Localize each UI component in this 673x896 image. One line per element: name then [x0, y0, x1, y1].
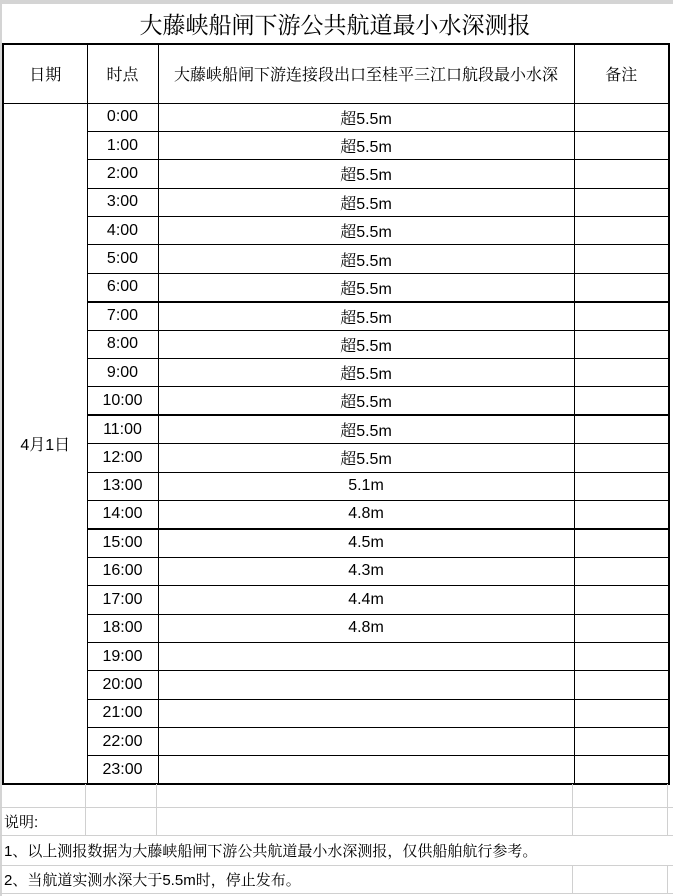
remark-cell — [574, 245, 669, 273]
time-cell: 11:00 — [87, 415, 158, 443]
col-header-date: 日期 — [3, 44, 87, 103]
remark-cell — [574, 529, 669, 557]
remark-cell — [574, 500, 669, 528]
col-header-depth: 大藤峡船闸下游连接段出口至桂平三江口航段最小水深 — [158, 44, 574, 103]
time-cell: 8:00 — [87, 330, 158, 358]
depth-cell: 4.4m — [158, 586, 574, 614]
notes-label-row — [0, 808, 673, 836]
table-row — [3, 217, 669, 245]
remark-cell — [574, 160, 669, 188]
remark-cell — [574, 302, 669, 330]
table-row — [3, 642, 669, 670]
grid-cell — [157, 808, 573, 835]
remark-cell — [574, 387, 669, 415]
table-row — [3, 188, 669, 216]
time-cell: 21:00 — [87, 699, 158, 727]
table-row — [3, 160, 669, 188]
remark-cell — [574, 586, 669, 614]
depth-cell: 超5.5m — [158, 245, 574, 273]
depth-cell: 超5.5m — [158, 188, 574, 216]
grid-cell — [0, 784, 86, 807]
depth-cell — [158, 728, 574, 756]
table-row — [3, 330, 669, 358]
date-cell: 4月1日 — [3, 103, 87, 784]
depth-cell: 超5.5m — [158, 359, 574, 387]
time-cell: 17:00 — [87, 586, 158, 614]
report-title: 大藤峡船闸下游公共航道最小水深测报 — [139, 12, 531, 38]
header-row — [3, 44, 669, 103]
col-header-time: 时点 — [87, 44, 158, 103]
remark-cell — [574, 756, 669, 784]
depth-cell: 超5.5m — [158, 103, 574, 131]
table-row — [3, 415, 669, 443]
table-row — [3, 302, 669, 330]
remark-cell — [574, 131, 669, 159]
time-cell: 16:00 — [87, 557, 158, 585]
table-row — [3, 444, 669, 472]
note-1: 1、以上测报数据为大藤峡船闸下游公共航道最小水深测报，仅供船舶航行参考。 — [0, 836, 673, 866]
remark-cell — [574, 359, 669, 387]
remark-cell — [574, 444, 669, 472]
depth-cell: 4.3m — [158, 557, 574, 585]
grid-cell — [573, 784, 668, 807]
depth-cell: 超5.5m — [158, 387, 574, 415]
time-cell: 5:00 — [87, 245, 158, 273]
remark-cell — [574, 671, 669, 699]
grid-cell — [573, 808, 668, 835]
remark-cell — [574, 217, 669, 245]
time-cell: 2:00 — [87, 160, 158, 188]
depth-cell: 4.5m — [158, 529, 574, 557]
remark-cell — [574, 415, 669, 443]
depth-cell: 4.8m — [158, 500, 574, 528]
table-row — [3, 557, 669, 585]
remark-cell — [574, 699, 669, 727]
time-cell: 18:00 — [87, 614, 158, 642]
remark-cell — [574, 614, 669, 642]
time-cell: 1:00 — [87, 131, 158, 159]
time-cell: 0:00 — [87, 103, 158, 131]
depth-cell: 超5.5m — [158, 330, 574, 358]
table-row — [3, 699, 669, 727]
time-cell: 23:00 — [87, 756, 158, 784]
time-cell: 9:00 — [87, 359, 158, 387]
notes-section — [0, 784, 673, 894]
time-cell: 19:00 — [87, 642, 158, 670]
depth-cell: 超5.5m — [158, 302, 574, 330]
depth-cell: 超5.5m — [158, 444, 574, 472]
depth-cell — [158, 699, 574, 727]
table-row — [3, 529, 669, 557]
table-row — [3, 273, 669, 301]
notes-label: 说明: — [0, 808, 86, 835]
time-cell: 12:00 — [87, 444, 158, 472]
time-cell: 14:00 — [87, 500, 158, 528]
grid-cell — [86, 808, 157, 835]
depth-cell: 超5.5m — [158, 217, 574, 245]
grid-cell — [86, 784, 157, 807]
note-2-row — [0, 866, 673, 894]
time-cell: 13:00 — [87, 472, 158, 500]
remark-cell — [574, 330, 669, 358]
depth-cell: 超5.5m — [158, 273, 574, 301]
remark-cell — [574, 642, 669, 670]
table-row — [3, 103, 669, 131]
remark-cell — [574, 472, 669, 500]
time-cell: 4:00 — [87, 217, 158, 245]
remark-cell — [574, 188, 669, 216]
time-cell: 15:00 — [87, 529, 158, 557]
depth-cell — [158, 642, 574, 670]
table-row — [3, 472, 669, 500]
time-cell: 7:00 — [87, 302, 158, 330]
depth-cell — [158, 671, 574, 699]
remark-cell — [574, 273, 669, 301]
table-row — [3, 387, 669, 415]
table-row — [3, 500, 669, 528]
table-row — [3, 614, 669, 642]
table-row — [3, 131, 669, 159]
time-cell: 3:00 — [87, 188, 158, 216]
time-cell: 10:00 — [87, 387, 158, 415]
grid-cell — [157, 784, 573, 807]
depth-cell: 5.1m — [158, 472, 574, 500]
time-cell: 20:00 — [87, 671, 158, 699]
time-cell: 22:00 — [87, 728, 158, 756]
table-row — [3, 671, 669, 699]
col-header-remark: 备注 — [574, 44, 669, 103]
depth-cell: 超5.5m — [158, 160, 574, 188]
table-row — [3, 756, 669, 784]
depth-cell: 超5.5m — [158, 131, 574, 159]
depth-cell: 4.8m — [158, 614, 574, 642]
empty-grid-row — [0, 784, 673, 808]
remark-cell — [574, 103, 669, 131]
time-cell: 6:00 — [87, 273, 158, 301]
grid-cell — [573, 866, 668, 893]
table-row — [3, 359, 669, 387]
remark-cell — [574, 728, 669, 756]
remark-cell — [574, 557, 669, 585]
depth-cell: 超5.5m — [158, 415, 574, 443]
table-row — [3, 245, 669, 273]
table-row — [3, 728, 669, 756]
depth-cell — [158, 756, 574, 784]
depth-report-table — [2, 43, 670, 785]
table-row — [3, 586, 669, 614]
note-2: 2、当航道实测水深大于5.5m时，停止发布。 — [0, 866, 573, 893]
